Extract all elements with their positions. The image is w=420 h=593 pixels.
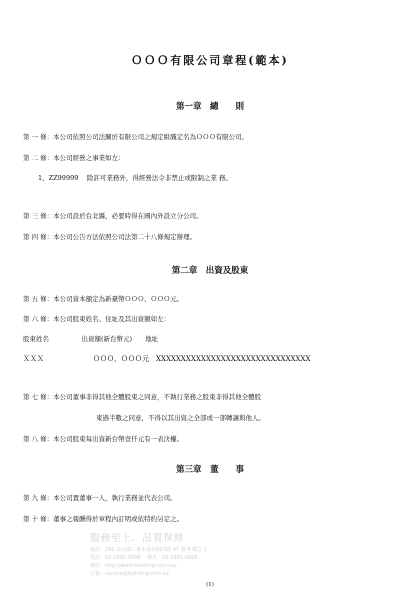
article-5: 第 五 條：本公司資本額定為新臺幣ＯＯＯ、ＯＯＯ元。 [23, 295, 184, 303]
article-1: 第 一 條：本公司依照公司法關於有限公司之規定組織定名為ＯＯＯ有限公司。 [23, 133, 249, 141]
footer-phone: 電話：02-2995-5008 傳真：02-2995-5668 [90, 555, 198, 561]
article-6: 第 六 條：本公司股東姓名、住址及其出資額如左： [23, 315, 171, 323]
footer-email[interactable]: 信箱：service@hsinding.com.tw [90, 571, 170, 577]
article-10: 第 十 條：董事之報酬得於章程內訂明或依特約另定之。 [23, 515, 184, 523]
chapter-heading-2: 第二章 出資及股東 [171, 266, 249, 276]
article-2-item: 1、ZZ99999 除許可業務外，得經營法令非禁止或限制之業 務。 [38, 174, 232, 182]
article-7-line-2: 東過半數之同意，不得以其出資之全部或一部轉讓與他人。 [96, 414, 265, 422]
article-2: 第 二 條：本公司經營之事業如左： [23, 154, 125, 162]
chapter-heading-1: 第一章 總 則 [175, 102, 244, 112]
article-8: 第 八 條：本公司股東每出資新台幣壹仟元有一表決權。 [23, 435, 184, 443]
page-number: (1) [206, 582, 214, 588]
article-7-line-1: 第 七 條：本公司董事非得其他全體股東之同意，不執行業務之股東非得其他全體股 [23, 393, 262, 401]
company-watermark-footer [90, 530, 350, 578]
article-9: 第 九 條：本公司置董事一人，執行業務並代表公司。 [23, 494, 177, 502]
article-4: 第 四 條：本公司公告方法依照公司法第二十八條規定辦理。 [23, 233, 197, 241]
footer-slogan: 服務至上．品質保障 [90, 533, 185, 544]
document-title: ＯＯＯ有限公司章程(範本) [131, 54, 289, 67]
article-3: 第 三 條：本公司設於台北縣，必要時得在國內外設立分公司。 [23, 212, 203, 220]
footer-address: 地址：241 台北縣三重市重新路四段 97 號 8 樓之 1 [90, 547, 207, 553]
chapter-heading-3: 第三章 董 事 [175, 465, 244, 475]
shareholder-table-header: 股東姓名 出資額(新台幣元) 地址 [23, 335, 159, 343]
shareholder-table-row: ＸＸＸ ＯＯＯ、ＯＯＯ元 XXXXXXXXXXXXXXXXXXXXXXXXXXXXXXX [23, 355, 311, 363]
footer-website[interactable]: 網址：http://www.hsinding.com.tw/ [90, 563, 177, 569]
